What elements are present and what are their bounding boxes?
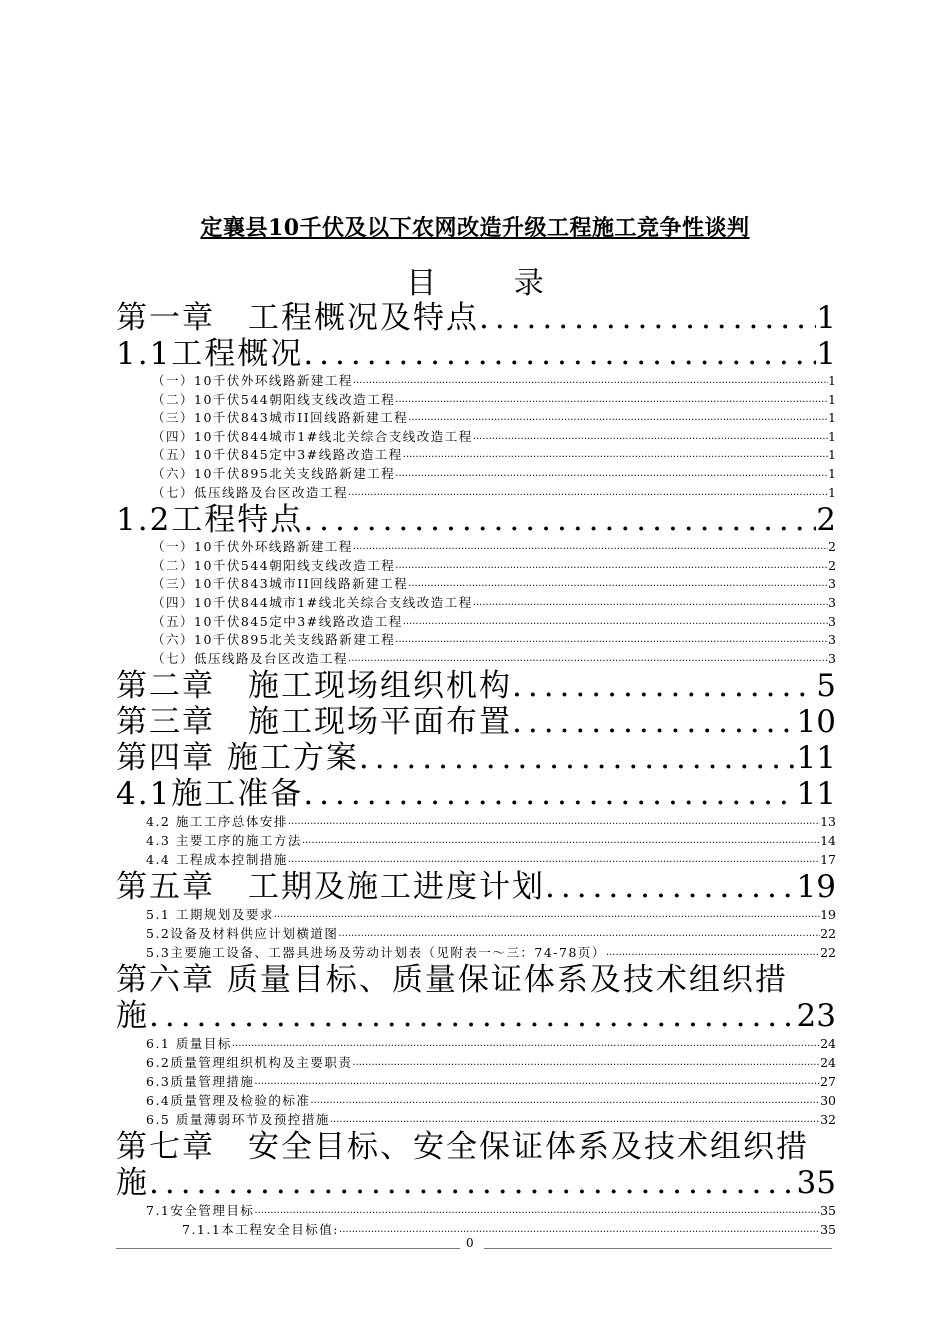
toc-entry-title: （一）10千伏外环线路新建工程 — [152, 373, 353, 388]
leader-dots — [352, 1053, 820, 1072]
toc-item[interactable] — [116, 409, 836, 428]
toc-page-number: 19 — [796, 869, 836, 906]
toc-page-number: 1 — [828, 465, 836, 481]
toc-page-number: 2 — [828, 539, 836, 555]
toc-chapter-5[interactable] — [116, 869, 836, 905]
footer-rule-left — [116, 1248, 460, 1249]
toc-page-number: 22 — [820, 926, 836, 942]
toc-chapter-6-line1[interactable]: 第六章 质量目标、质量保证体系及技术组织措 — [116, 962, 788, 999]
toc-page-number: 35 — [820, 1222, 836, 1238]
toc-item[interactable] — [116, 372, 836, 391]
toc-entry-title: （五）10千伏845定中3#线路改造工程 — [152, 613, 403, 629]
toc-entry-title: （二）10千伏544朝阳线支线改造工程 — [152, 391, 396, 407]
toc-entry-title: 第三章 施工现场平面布置 — [116, 704, 512, 741]
toc-item[interactable] — [116, 391, 836, 410]
toc-page-number: 1 — [828, 410, 836, 426]
toc-item[interactable] — [116, 650, 836, 669]
toc-entry-title: 6.4质量管理及检验的标准 — [146, 1093, 311, 1109]
toc-page-number: 1 — [816, 300, 836, 336]
leader-dots — [479, 300, 816, 336]
leader-dots — [330, 1110, 820, 1129]
toc-entry-title: 6.1 质量目标 — [146, 1036, 232, 1052]
toc-page-number: 11 — [796, 740, 836, 777]
toc-chapter-7-line2[interactable] — [116, 1165, 836, 1201]
toc-page-number: 1 — [816, 336, 836, 372]
toc-page-number: 13 — [820, 814, 836, 830]
toc-page-number: 14 — [820, 833, 836, 849]
leader-dots — [353, 538, 828, 557]
leader-dots — [288, 850, 820, 869]
leader-dots — [545, 869, 797, 905]
toc-chapter-7-line1[interactable]: 第七章 安全目标、安全保证体系及技术组织措 — [116, 1129, 809, 1166]
toc-page-number: 1 — [828, 428, 836, 444]
toc-entry-title: 7.1.1本工程安全目标值: — [182, 1222, 340, 1238]
toc-entry-title: 1.2工程特点 — [116, 502, 304, 539]
leader-dots — [473, 428, 828, 447]
toc-entry-title: （三）10千伏843城市II回线路新建工程 — [152, 576, 409, 592]
toc-chapter-1[interactable] — [116, 300, 836, 336]
toc-item[interactable] — [116, 465, 836, 484]
toc-entry-title: 6.2质量管理组织机构及主要职责 — [146, 1055, 353, 1071]
toc-item[interactable] — [116, 1034, 836, 1053]
toc-page-number: 3 — [828, 576, 836, 592]
leader-dots — [359, 740, 797, 776]
toc-page-number: 24 — [820, 1055, 836, 1071]
toc-entry-title: 1.1工程概况 — [116, 336, 304, 372]
toc-page-number: 3 — [828, 632, 836, 648]
toc-page-number: 2 — [816, 502, 836, 539]
leader-dots — [254, 1072, 820, 1091]
leader-dots — [339, 1220, 820, 1239]
toc-item[interactable] — [116, 812, 836, 831]
toc-entry-title: 4.4 工程成本控制措施 — [146, 852, 288, 868]
leader-dots — [302, 831, 820, 850]
toc-page-number: 19 — [820, 907, 836, 923]
leader-dots — [512, 704, 797, 740]
toc-item[interactable] — [116, 1053, 836, 1072]
toc-item[interactable] — [116, 905, 836, 924]
toc-item[interactable] — [116, 428, 836, 447]
toc-page-number: 22 — [820, 945, 836, 961]
leader-dots — [395, 631, 828, 650]
leader-dots — [403, 446, 828, 465]
toc-page-number: 3 — [828, 613, 836, 629]
leader-dots — [149, 1165, 797, 1201]
toc-chapter-4[interactable] — [116, 740, 836, 776]
toc-item[interactable] — [116, 446, 836, 465]
toc-page-number: 3 — [828, 594, 836, 610]
toc-entry-title: （五）10千伏845定中3#线路改造工程 — [152, 447, 403, 463]
leader-dots — [288, 812, 820, 831]
document-title: 定襄县10千伏及以下农网改造升级工程施工竞争性谈判 — [200, 215, 750, 241]
toc-item[interactable] — [116, 538, 836, 557]
leader-dots — [254, 1201, 820, 1220]
toc-item[interactable] — [116, 943, 836, 962]
leader-dots — [512, 668, 816, 704]
leader-dots — [149, 998, 797, 1034]
toc-page-number: 35 — [820, 1203, 836, 1219]
toc-entry-title: 4.3 主要工序的施工方法 — [146, 833, 302, 849]
toc-entry-title: 5.1 工期规划及要求 — [146, 907, 274, 923]
toc-section-1-1[interactable] — [116, 336, 836, 372]
leader-dots — [310, 1091, 820, 1110]
toc-entry-title: （一）10千伏外环线路新建工程 — [152, 539, 353, 555]
toc-item[interactable] — [116, 575, 836, 594]
toc-entry-title: （七）低压线路及台区改造工程 — [152, 484, 349, 500]
toc-entry-title: 施 — [116, 1165, 149, 1202]
toc-item[interactable] — [116, 594, 836, 613]
toc-chapter-6-line2[interactable] — [116, 998, 836, 1034]
toc-item[interactable] — [116, 484, 836, 503]
toc-page-number: 10 — [796, 704, 836, 741]
toc-page-number: 24 — [820, 1036, 836, 1052]
toc-page-number: 30 — [820, 1093, 836, 1109]
toc-page-number: 32 — [820, 1112, 836, 1128]
toc-entry-title: （六）10千伏895北关支线路新建工程 — [152, 632, 396, 648]
toc-entry-title: 施 — [116, 998, 149, 1035]
leader-dots — [473, 594, 828, 613]
toc-entry-title: 第五章 工期及施工进度计划 — [116, 869, 545, 906]
leader-dots — [408, 409, 828, 428]
footer-page-number: 0 — [466, 1236, 474, 1250]
toc-item[interactable] — [116, 613, 836, 632]
toc-item[interactable] — [116, 1091, 836, 1110]
toc-chapter-2[interactable] — [116, 668, 836, 704]
toc-page-number: 27 — [820, 1074, 836, 1090]
leader-dots — [303, 336, 816, 372]
toc-entry-title: （四）10千伏844城市1#线北关综合支线改造工程 — [152, 428, 473, 444]
toc-page-number: 2 — [828, 557, 836, 573]
toc-entry-title: （六）10千伏895北关支线路新建工程 — [152, 465, 396, 481]
toc-entry-title: （二）10千伏544朝阳线支线改造工程 — [152, 557, 396, 573]
toc-item[interactable] — [116, 831, 836, 850]
toc-page-number: 23 — [796, 998, 836, 1035]
leader-dots — [232, 1034, 820, 1053]
leader-dots — [408, 575, 828, 594]
table-of-contents — [116, 300, 836, 1239]
toc-page-number: 35 — [796, 1165, 836, 1202]
toc-page-number: 1 — [828, 373, 836, 388]
toc-page-number: 5 — [816, 668, 836, 705]
leader-dots — [395, 391, 828, 410]
toc-chapter-3[interactable] — [116, 704, 836, 740]
toc-section-4-1[interactable] — [116, 776, 836, 812]
toc-item[interactable] — [116, 1110, 836, 1129]
toc-item[interactable] — [116, 924, 836, 943]
toc-section-7-1[interactable] — [116, 1201, 836, 1220]
toc-entry-title: 5.3主要施工设备、工器具进场及劳动计划表（见附表一～三：74-78页） — [146, 945, 606, 961]
toc-entry-title: 4.1施工准备 — [116, 776, 304, 813]
leader-dots — [395, 465, 828, 484]
toc-heading: 目 录 — [406, 266, 578, 301]
toc-entry-title: 第一章 工程概况及特点 — [116, 300, 479, 336]
toc-entry-title: 4.2 施工工序总体安排 — [146, 814, 288, 830]
toc-page-number: 1 — [828, 484, 836, 500]
toc-entry-title: 5.2设备及材料供应计划横道图 — [146, 926, 339, 942]
toc-entry-title: 第二章 施工现场组织机构 — [116, 668, 512, 705]
toc-entry-title: 7.1安全管理目标 — [146, 1203, 255, 1219]
toc-entry-title: 第四章 施工方案 — [116, 740, 359, 777]
leader-dots — [606, 943, 820, 962]
toc-entry-title: （七）低压线路及台区改造工程 — [152, 650, 349, 666]
toc-page-number: 1 — [828, 391, 836, 407]
toc-item[interactable] — [116, 1072, 836, 1091]
leader-dots — [303, 502, 816, 538]
leader-dots — [348, 484, 828, 503]
toc-entry-title: （四）10千伏844城市1#线北关综合支线改造工程 — [152, 594, 473, 610]
toc-entry-title: 6.3质量管理措施 — [146, 1074, 255, 1090]
toc-page-number: 11 — [796, 776, 836, 813]
leader-dots — [403, 613, 828, 632]
leader-dots — [353, 372, 828, 391]
leader-dots — [338, 924, 820, 943]
toc-entry-title: 6.5 质量薄弱环节及预控措施 — [146, 1112, 330, 1128]
toc-item[interactable] — [116, 557, 836, 576]
leader-dots — [303, 776, 796, 812]
toc-section-1-2[interactable] — [116, 502, 836, 538]
toc-item[interactable] — [116, 631, 836, 650]
toc-page-number: 3 — [828, 650, 836, 666]
toc-page-number: 17 — [820, 852, 836, 868]
leader-dots — [395, 557, 828, 576]
leader-dots — [348, 650, 828, 669]
toc-section-7-1-1[interactable] — [116, 1220, 836, 1239]
toc-page-number: 1 — [828, 447, 836, 463]
toc-entry-title: （三）10千伏843城市II回线路新建工程 — [152, 410, 409, 426]
footer-rule-right — [484, 1248, 832, 1249]
leader-dots — [274, 905, 820, 924]
toc-item[interactable] — [116, 850, 836, 869]
